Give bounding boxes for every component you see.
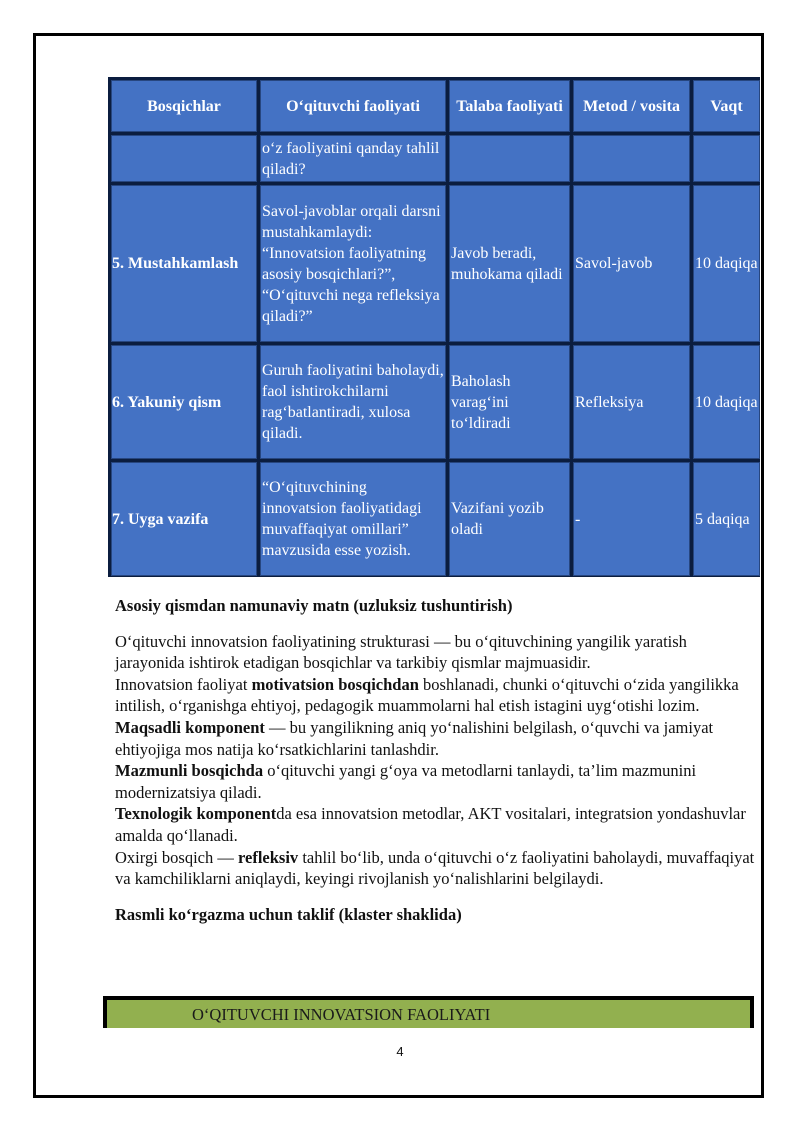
cell-student <box>449 135 570 182</box>
cell-time <box>693 135 760 182</box>
banner-title: O‘QITUVCHI INNOVATSION FAOLIYATI <box>107 1000 750 1028</box>
paragraph-intro: O‘qituvchi innovatsion faoliyatining strukturasi — bu o‘qituvchining yangilik yaratish jarayonida ishtirok etadigan bosqichlar va tarkibiy qismlar majmuasidir. <box>115 631 687 673</box>
paragraph-reflexive: Oxirgi bosqich — refleksiv tahlil bo‘lib, unda o‘qituvchi o‘z faoliyatini baholaydi, muvaffaqiyat va kamchiliklarni aniqlaydi, keyingi rivojlanish yo‘nalishlarini belgilaydi. <box>115 847 755 889</box>
cell-method: Refleksiya <box>573 345 690 459</box>
cell-student: Baholash varag‘ini to‘ldiradi <box>449 345 570 459</box>
header-stages: Bosqichlar <box>111 80 257 132</box>
cell-student: Vazifani yozib oladi <box>449 462 570 576</box>
table-row <box>111 185 760 342</box>
header-teacher-activity: O‘qituvchi faoliyati <box>260 80 446 132</box>
header-method: Metod / vosita <box>573 80 690 132</box>
cell-teacher: Guruh faoliyatini baholaydi, faol ishtirokchilarni rag‘batlantiradi, xulosa qiladi. <box>260 345 446 459</box>
cell-time: 10 daqiqa <box>693 185 760 342</box>
table-header-row <box>111 80 760 132</box>
header-student-activity: Talaba faoliyati <box>449 80 570 132</box>
table-row <box>111 345 760 459</box>
cell-time: 10 daqiqa <box>693 345 760 459</box>
header-time: Vaqt <box>693 80 760 132</box>
cell-time: 5 daqiqa <box>693 462 760 576</box>
cell-method <box>573 135 690 182</box>
section-heading: Asosiy qismdan namunaviy matn (uzluksiz tushuntirish) <box>115 596 513 615</box>
cell-stage: 5. Mustahkamlash <box>111 185 257 342</box>
cluster-banner <box>103 996 754 1028</box>
paragraph-technological: Texnologik komponentda esa innovatsion metodlar, AKT vositalari, integratsion yondashuvlar amalda qo‘llanadi. <box>115 804 746 845</box>
proposal-heading: Rasmli ko‘rgazma uchun taklif (klaster shaklida) <box>115 904 462 924</box>
cell-stage <box>111 135 257 182</box>
paragraph-goal: Maqsadli komponent — bu yangilikning aniq yo‘nalishini belgilash, o‘quvchi va jamiyat ehtiyojiga mos natija ko‘rsatkichlarini tanlashdir. <box>115 717 714 759</box>
cell-teacher: “O‘qituvchining innovatsion faoliyatidagi muvaffaqiyat omillari” mavzusida esse yozish. <box>260 462 446 576</box>
cell-stage: 7. Uyga vazifa <box>111 462 257 576</box>
cell-stage: 6. Yakuniy qism <box>111 345 257 459</box>
cell-method: - <box>573 462 690 576</box>
table-row <box>111 135 760 182</box>
cell-teacher: Savol-javoblar orqali darsni mustahkamlaydi: “Innovatsion faoliyatning asosiy bosqichlari?”, “O‘qituvchi nega refleksiya qiladi?” <box>260 185 446 342</box>
cell-method: Savol-javob <box>573 185 690 342</box>
paragraph-content: Mazmunli bosqichda o‘qituvchi yangi g‘oya va metodlarni tanlaydi, ta’lim mazmunini modernizatsiya qiladi. <box>115 761 697 802</box>
paragraph-motivational: Innovatsion faoliyat motivatsion bosqichdan boshlanadi, chunki o‘qituvchi o‘zida yangilikka intilish, o‘rganishga ehtiyoj, pedagogik muammolarni hal etish istagini uyg‘otishi lozim. <box>115 674 739 716</box>
cell-teacher: o‘z faoliyatini qanday tahlil qiladi? <box>260 135 446 182</box>
main-text <box>115 595 755 939</box>
lesson-plan-table <box>108 77 760 577</box>
table-row <box>111 462 760 576</box>
page-number: 4 <box>396 1044 404 1059</box>
cell-student: Javob beradi, muhokama qiladi <box>449 185 570 342</box>
